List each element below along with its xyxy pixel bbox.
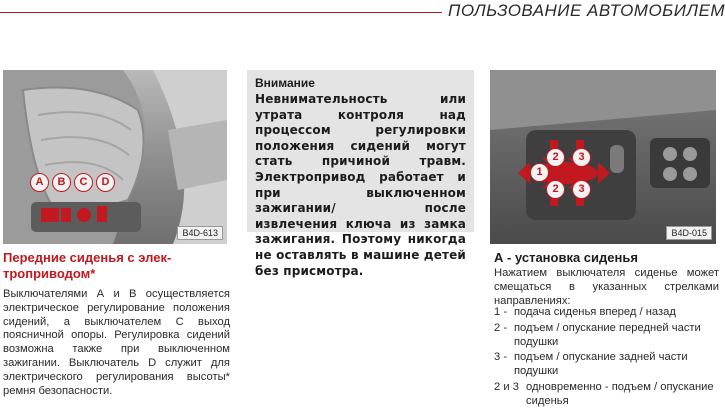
photo-tag: B4D-015 (666, 226, 712, 240)
list-item: 2 и 3 одновременно - подъем / опускание сиденья (494, 380, 714, 407)
callout-a: A (30, 173, 49, 192)
left-section-title: Передние сиденья с элек- троприводом* (3, 250, 172, 281)
page-header-title: ПОЛЬЗОВАНИЕ АВТОМОБИЛЕМ (448, 1, 725, 20)
list-item: 2 - подъем / опускание передней части подушки (494, 321, 701, 348)
list-item: 3 - подъем / опускание задней части подушки (494, 351, 688, 378)
left-section-body: Выключателями А и В осуществляется электрическое регулирование положения сидений, а выключателем С выход поясничной опоры. Регулировка сидений возможна также при выключенном зажигании. Выключатель D служит для электрического регулирования высоты* ремня безопасности. (3, 288, 230, 397)
header-rule (0, 12, 442, 13)
warning-title: Внимание (255, 76, 315, 90)
seat-adjust-switch-photo (490, 70, 716, 244)
callout-3-bottom: 3 (572, 180, 591, 199)
callout-2-bottom: 2 (546, 180, 565, 199)
adjust-switch-illustration (490, 70, 716, 244)
photo-tag: B4D-613 (177, 226, 223, 240)
right-section-intro: Нажатием выключателя сиденье может смещаться в указанных стрелками направлениях: (494, 267, 719, 307)
callout-2-top: 2 (546, 148, 565, 167)
right-section-title: А - установка сиденья (494, 250, 638, 265)
callout-1: 1 (530, 163, 549, 182)
warning-text: Невнимательность или утрата контроля над процессом регулировки положения сидений могут стать причиной травм. Электропривод работает и при выключенном зажигании/ после извлечения ключа из замка зажигания. Поэтому никогда не оставлять в машине детей без присмотра. (255, 92, 466, 278)
callout-c: C (74, 173, 93, 192)
warning-box (247, 70, 474, 278)
seat-illustration (3, 70, 227, 244)
callout-d: D (96, 173, 115, 192)
callout-b: B (52, 173, 71, 192)
callout-3-top: 3 (572, 148, 591, 167)
list-item: 1 - подача сиденья вперед / назад (494, 306, 676, 318)
adjust-direction-list (494, 306, 724, 411)
seat-switches-photo (3, 70, 227, 244)
